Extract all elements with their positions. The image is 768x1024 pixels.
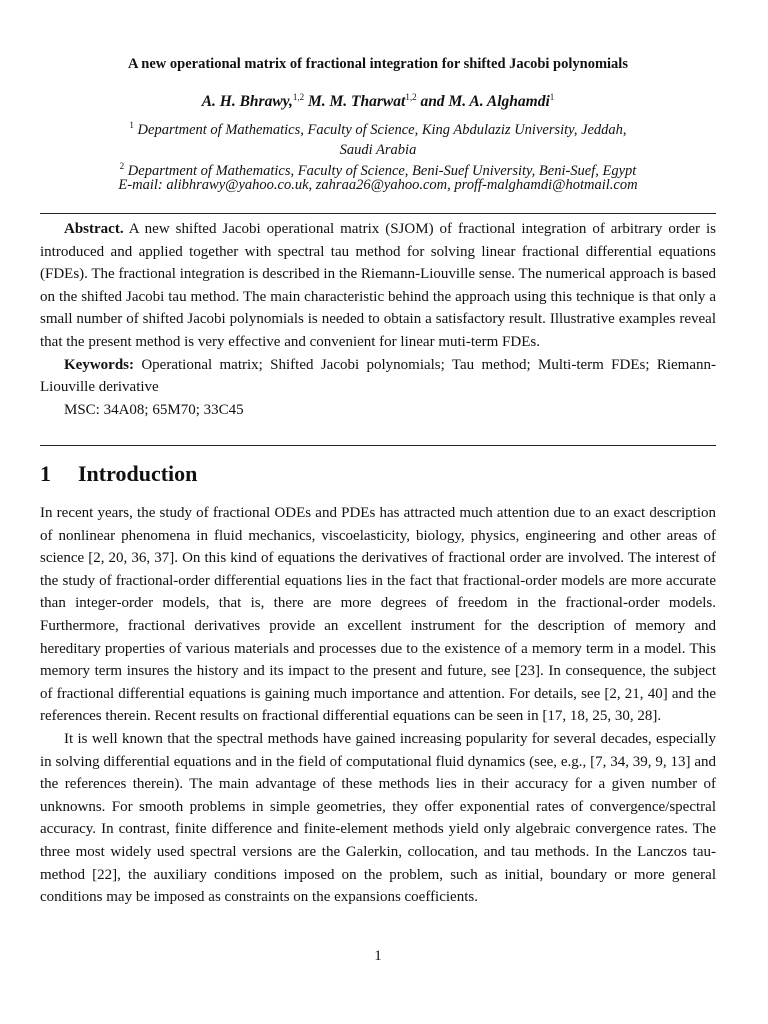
section-number: 1 [40,461,51,486]
author-2: M. M. Tharwat [307,93,406,110]
affiliation-1-line2: Saudi Arabia [339,142,417,158]
divider-top [40,213,716,214]
abstract-block [40,218,716,421]
section-heading [40,461,197,487]
affiliation-2-line1: Department of Mathematics, Faculty of Science, Beni-Suef University, Beni-Suef, Egypt [127,163,637,179]
paper-page [40,0,716,1024]
abstract-paragraph [40,218,716,354]
author-2-affil: 1,2 [405,92,417,102]
author-connector: and [420,93,445,110]
author-list [40,92,716,111]
email-line: E-mail: alibhrawy@yahoo.co.uk, zahraa26@yahoo.com, proff-malghamdi@hotmail.com [118,177,638,193]
keywords-text: Operational matrix; Shifted Jacobi polynomials; Tau method; Multi-term FDEs; Riemann-Liouville derivative [40,356,716,396]
keywords-label: Keywords: [64,356,134,373]
page-number: 1 [374,948,382,964]
abstract-label: Abstract. [64,221,124,237]
abstract-text: A new shifted Jacobi operational matrix (SJOM) of fractional integration of arbitrary order is introduced and applied together with spectral tau method for solving linear fractional differential equations (FDEs). The fractional integration is described in the Riemann-Liouville sense. The numerical approach is based on the shifted Jacobi tau method. The main characteristic behind the approach using this technique is that only a small number of shifted Jacobi polynomials is needed to obtain a satisfactory result. Illustrative examples reveal that the present method is very effective and convenient for linear muti-term FDEs. [40,221,716,350]
msc-codes: MSC: 34A08; 65M70; 33C45 [64,401,244,418]
author-3: M. A. Alghamdi [448,93,550,110]
section-title: Introduction [78,461,198,486]
author-3-affil: 1 [549,92,555,102]
affiliation-1-line1: Department of Mathematics, Faculty of Science, King Abdulaziz University, Jeddah, [137,122,627,138]
divider-bottom [40,445,716,446]
affiliation-2-marker: 2 [119,161,125,171]
intro-body [40,502,716,909]
author-1-affil: 1,2 [292,92,305,102]
affiliation-1 [40,115,716,160]
keywords-paragraph [40,354,716,399]
paper-title: A new operational matrix of fractional integration for shifted Jacobi polynomials [128,56,628,72]
author-1: A. H. Bhrawy, [201,93,293,110]
affiliation-1-marker: 1 [129,120,134,130]
intro-paragraph-1: In recent years, the study of fractional ODEs and PDEs has attracted much attention due to an exact description of nonlinear phenomena in fluid mechanics, viscoelasticity, biology, physics, engineering and other areas of science [2, 20, 36, 37]. On this kind of equations the derivatives of fractional order are involved. The interest of the study of fractional-order differential equations lies in the fact that fractional-order models are more accurate than integer-order models, that is, there are more degrees of freedom in the fractional-order models. Furthermore, fractional derivatives provide an excellent instrument for the description of memory and hereditary properties of various materials and processes due to the existence of a memory term in a model. This memory term insures the history and its impact to the present and future, see [23]. In consequence, the subject of fractional differential equations is gaining much importance and attention. For details, see [2, 21, 40] and the references therein. Recent results on fractional differential equations can be seen in [17, 18, 25, 30, 28]. [40,505,716,725]
intro-paragraph-2: It is well known that the spectral methods have gained increasing popularity for several decades, especially in solving differential equations and in the field of computational fluid dynamics (see, e.g., [7, 34, 39, 9, 13] and the references therein). The main advantage of these methods lies in their accuracy for a given number of unknowns. For smooth problems in simple geometries, they offer exponential rates of convergence/spectral accuracy. In contrast, finite difference and finite-element methods yield only algebraic convergence rates. The three most widely used spectral versions are the Galerkin, collocation, and tau methods. In the Lanczos tau-method [22], the auxiliary conditions imposed on the problem, such as initial, boundary or more general conditions may be imposed as constraints on the expansions coefficients. [40,730,716,906]
